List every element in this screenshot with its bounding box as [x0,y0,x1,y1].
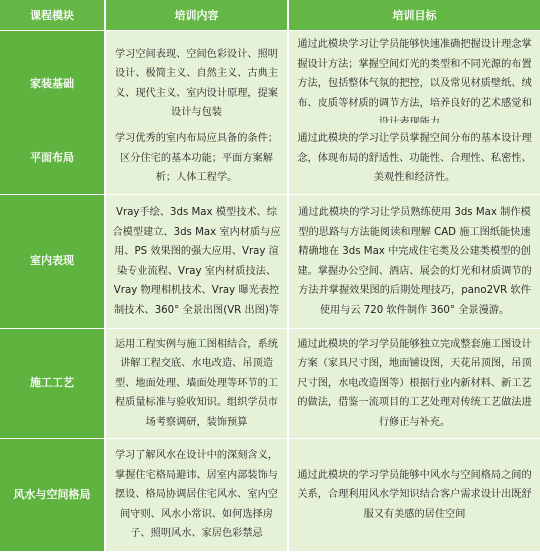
table-header-row [0,0,540,31]
goal-cell: 通过此模块的学习让学员掌握空间分布的基本设计理念，体现布局的舒适性、功能性、合理性、私密性、美观性和经济性。 [289,123,540,194]
goal-cell: 通过此模块学习让学员能够快速准确把握设计理念掌握设计方法；掌握空间灯光的类型和不同光源的布置方法，包括整体气氛的把控，以及常见材质壁纸、绒布、皮质等材质的调节方法，培养良好的艺术感觉和 [289,31,540,137]
goal-cell: 通过此模块的学习让学员熟练使用 3ds Max 制作模型的思路与方法能阅读和理解 CAD 施工图纸能快速精确地在 3ds Max 中完成住宅类及公建类模型的创建。掌握办公空间、酒店、展会的灯光和材质调节的方法并掌握效果图的后期处理技巧，pano2VR 软件使用与云 720 软件制作 360° 全景漫游。 [289,195,540,328]
content-cell: 运用工程实例与施工图相结合，系统讲解工程交底、水电改造、吊顶造型、地面处理、墙面处理等环节的工程质量标准与验收知识。组织学员市场考察调研，装饰预算 [106,329,289,438]
goal-cell: 通过此模块的学习学员能够中风水与空间格局之间的关系，合理利用风水学知识结合客户需求设计出既舒服又有美感的居住空间 [289,439,540,551]
content-cell: 学习优秀的室内布局应具备的条件；区分住宅的基本功能；平面方案解析；人体工程学。 [106,123,289,194]
table-row [0,329,540,439]
module-cell: 施工工艺 [0,329,106,438]
module-cell: 室内表现 [0,195,106,328]
table-row [0,31,540,123]
content-cell: 学习了解风水在设计中的深刻含义，掌握住宅格局避讳、居室内部装饰与摆设、格局协调居住宅风水、室内空间守则、风水小常识、如何选择房子、照明风水、家居色彩禁忌 [106,439,289,551]
goal-cell: 通过此模块的学习学员能够独立完成整套施工图设计方案（家具尺寸图，地面铺设图，天花吊顶图，吊顶尺寸图，水电改造图等）根据行业内新材料、新工艺的做法，借鉴一流项目的工艺处理对传统工艺做法进行修正与补充。 [289,329,540,438]
header-goal: 培训目标 [289,0,540,30]
module-cell: 风水与空间格局 [0,439,106,551]
header-content: 培训内容 [106,0,289,30]
table-row [0,439,540,552]
module-cell: 平面布局 [0,123,106,194]
header-module: 课程模块 [0,0,106,30]
table-row [0,123,540,195]
content-cell: Vray手绘、3ds Max 模型技术、综合模型建立、3ds Max 室内材质与应用、PS 效果图的强大应用、Vray 渲染专业流程、Vray 室内材质技法、Vray 物理相机技术、Vray 曝光表控制技术、360° 全景出图(VR 出图)等 [106,195,289,328]
module-cell: 家装基础 [0,31,106,137]
content-cell: 学习空间表现、空间色彩设计、照明设计、极简主义、自然主义、古典主义、现代主义、室内设计原理，提案设计与包装 [106,31,289,137]
table-row [0,195,540,329]
